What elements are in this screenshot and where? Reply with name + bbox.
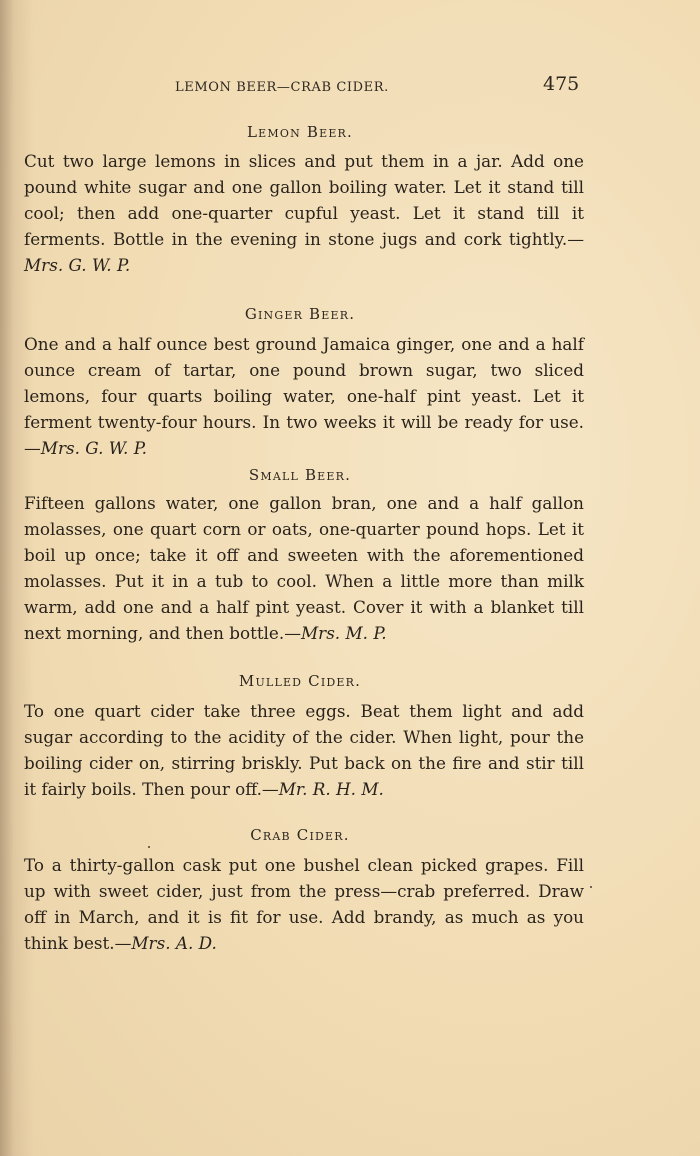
section-title-mulled-cider: Mulled Cider. — [238, 672, 362, 690]
section-title-crab-cider: Crab Cider. — [250, 826, 350, 844]
recipe-text: Cut two large lemons in slices and put them in a jar. Add one pound white sugar and one gallon boiling water. Let it stand till cool; then add one-quarter cupful yeast. Let it stand till it ferments. Bottle in the evening in stone jugs and cork tightly.— — [24, 151, 584, 249]
recipe-signature: Mrs. G. W. P. — [40, 438, 147, 458]
recipe-signature: Mr. R. H. M. — [278, 779, 384, 799]
paper-speck — [148, 846, 150, 848]
recipe-text: One and a half ounce best ground Jamaica ginger, one and a half ounce cream of tartar, one pound brown sugar, two sliced lemons, four quarts boiling water, one-half pint yeast. Let it ferment twenty-four hours. In two weeks it will be ready for use.— — [24, 334, 584, 458]
section-title-small-beer: Small Beer. — [248, 466, 352, 484]
running-head: LEMON BEER—CRAB CIDER. — [175, 80, 389, 95]
page-number: 475 — [543, 73, 580, 95]
recipe-crab-cider — [24, 852, 584, 956]
recipe-ginger-beer — [24, 331, 584, 461]
recipe-text: To a thirty-gallon cask put one bushel clean picked grapes. Fill up with sweet cider, just from the press—crab preferred. Draw off in March, and it is fit for use. Add brandy, as much as you think best.— — [24, 855, 584, 953]
recipe-lemon-beer — [24, 148, 584, 278]
section-title-ginger-beer: Ginger Beer. — [244, 305, 356, 323]
recipe-text: Fifteen gallons water, one gallon bran, one and a half gallon molasses, one quart corn or oats, one-quarter pound hops. Let it boil up once; take it off and sweeten with the aforementioned molasses. Put it in a tub to cool. When a little more than milk warm, add one and a half pint yeast. Cover it with a blanket till next morning, and then bottle.— — [24, 493, 584, 643]
recipe-signature: Mrs. M. P. — [300, 623, 387, 643]
recipe-mulled-cider — [24, 698, 584, 802]
section-title-lemon-beer: Lemon Beer. — [247, 123, 353, 141]
recipe-signature: Mrs. A. D. — [131, 933, 217, 953]
recipe-small-beer — [24, 490, 584, 646]
recipe-signature: Mrs. G. W. P. — [24, 255, 131, 275]
recipe-text: To one quart cider take three eggs. Beat them light and add sugar according to the acidity of the cider. When light, pour the boiling cider on, stirring briskly. Put back on the fire and stir till it fairly boils. Then pour off.— — [24, 701, 584, 799]
paper-speck — [590, 886, 592, 888]
